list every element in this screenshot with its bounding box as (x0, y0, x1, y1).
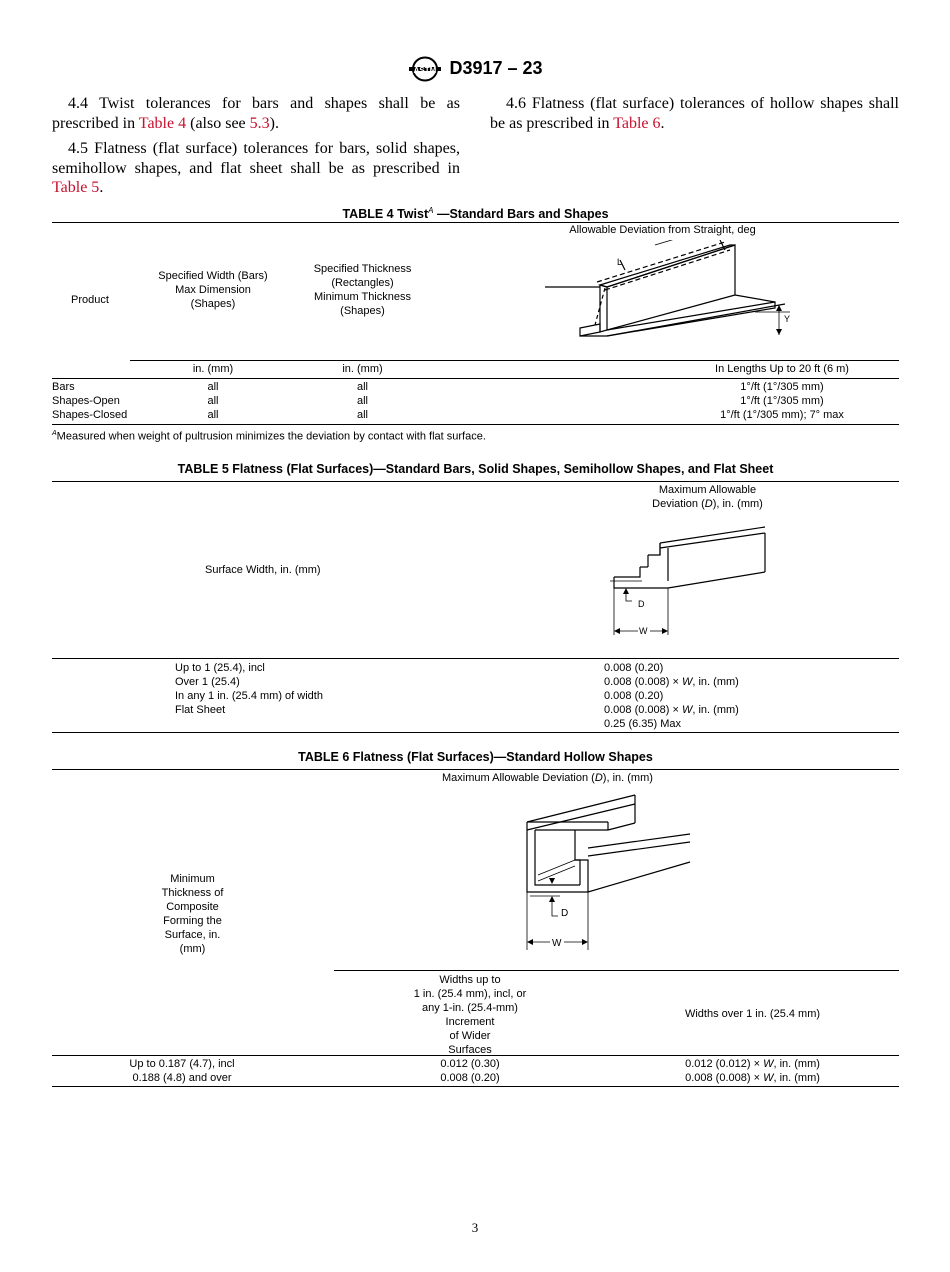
table-4-unit-thickness: in. (mm) (342, 363, 383, 375)
table-6-title: TABLE 6 Flatness (Flat Surfaces)—Standard Hollow Shapes (298, 750, 653, 764)
table-4-head-width: Specified Width (Bars) Max Dimension (Shapes) (158, 270, 268, 310)
section-5-3-link[interactable]: 5.3 (249, 114, 270, 132)
table-6-mid-rule (334, 970, 899, 971)
figure-label-D: D (561, 908, 569, 919)
table-5-title: TABLE 5 Flatness (Flat Surfaces)—Standard Bars, Solid Shapes, Semihollow Shapes, and Flat Sheet (177, 462, 774, 476)
list-item: Over 1 (25.4) (175, 676, 240, 688)
table-5-top-rule (52, 481, 899, 482)
figure-label-Y: Y (784, 314, 791, 324)
list-item: In any 1 in. (25.4 mm) of width (175, 690, 323, 702)
right-column (490, 94, 899, 139)
table-5-mid-rule (52, 658, 899, 659)
list-item: 0.008 (0.008) × W, in. (mm) (604, 676, 739, 688)
table-4-footnote: $^A$Measured when weight of pultrusion minimizes the deviation by contact with flat surface. (52, 430, 486, 443)
table-row: Bars all all 1°/ft (1°/305 mm) (52, 381, 824, 393)
table-5-head-deviation: Maximum Allowable Deviation (D), in. (mm) (652, 484, 763, 510)
table-4-head-thickness: Specified Thickness (Rectangles) Minimum Thickness (Shapes) (313, 263, 412, 317)
table-5-head-width: Surface Width, in. (mm) (205, 564, 321, 576)
table-4-link[interactable]: Table 4 (138, 114, 187, 132)
table-6-head-widths-over: Widths over 1 in. (25.4 mm) (684, 1008, 821, 1020)
figure-label-D: D (638, 599, 645, 609)
table-6-head-min-thickness: Minimum Thickness of Composite Forming the Surface, in. (mm) (161, 873, 224, 955)
table-4-body (52, 380, 899, 422)
table-6-body (52, 1057, 899, 1085)
table-4-head-product: Product (71, 294, 109, 306)
table-4-mid-rule (130, 360, 899, 361)
table-5-width-rows (175, 661, 323, 717)
left-column (52, 94, 460, 204)
table-row: Shapes-Open all all 1°/ft (1°/305 mm) (52, 395, 824, 407)
twist-diagram (545, 240, 795, 340)
paragraph-4-5: 4.5 Flatness (flat surface) tolerances for bars, solid shapes, semihollow shapes, and flat sheet shall be as prescribed in Table 5. (52, 140, 460, 196)
list-item: 0.008 (0.008) × W, in. (mm) (604, 704, 739, 716)
list-item: 0.008 (0.20) (604, 662, 664, 674)
astm-logo-icon (407, 56, 443, 82)
table-5-deviation-rows (604, 661, 739, 731)
figure-label-W: W (552, 938, 562, 949)
table-row: 0.188 (4.8) and over 0.008 (0.20) 0.008 (0.008) × W, in. (mm) (132, 1072, 820, 1084)
figure-label-W: W (639, 626, 648, 636)
list-item: Flat Sheet (175, 704, 226, 716)
table-6-head-widths-upto: Widths up to 1 in. (25.4 mm), incl, or any 1-in. (25.4-mm) Increment of Wider Surfaces (413, 974, 527, 1056)
page-number: 3 (471, 1220, 479, 1235)
list-item: Up to 1 (25.4), incl (175, 662, 265, 674)
table-4-body-rule (52, 378, 899, 379)
table-6-top-rule (52, 769, 899, 770)
table-4-title: TABLE 4 Twist$^A$ —Standard Bars and Shapes (342, 206, 609, 222)
document-designation: D3917 – 23 (449, 57, 543, 78)
table-4-bottom-rule (52, 424, 899, 425)
page-header (0, 56, 950, 82)
table-6-head-deviation: Maximum Allowable Deviation (D), in. (mm) (442, 772, 653, 784)
paragraph-4-6: 4.6 Flatness (flat surface) tolerances of hollow shapes shall be as prescribed in Table 6. (490, 95, 899, 132)
table-5-link[interactable]: Table 5 (52, 179, 100, 196)
table-6-link[interactable]: Table 6 (613, 114, 661, 132)
table-4-unit-deviation: In Lengths Up to 20 ft (6 m) (715, 363, 849, 375)
list-item: 0.25 (6.35) Max (604, 718, 682, 730)
table-row: Shapes-Closed all all 1°/ft (1°/305 mm); 7° max (52, 409, 844, 421)
figure-label-L: L (617, 257, 623, 267)
flatness-diagram-solid (600, 525, 770, 640)
table-4-head-deviation: Allowable Deviation from Straight, deg (569, 224, 756, 236)
logo-text: ASTM (414, 66, 437, 75)
paragraph-4-4: 4.4 Twist tolerances for bars and shapes shall be as prescribed in Table 4 (also see 5.3). (52, 95, 460, 132)
flatness-diagram-hollow (520, 790, 700, 950)
table-5-bottom-rule (52, 732, 899, 733)
table-4-unit-width: in. (mm) (192, 363, 234, 375)
table-6-bottom-rule (52, 1086, 899, 1087)
list-item: 0.008 (0.20) (604, 690, 664, 702)
table-row: Up to 0.187 (4.7), incl 0.012 (0.30) 0.012 (0.012) × W, in. (mm) (129, 1058, 820, 1070)
table-6-body-rule (52, 1055, 899, 1056)
